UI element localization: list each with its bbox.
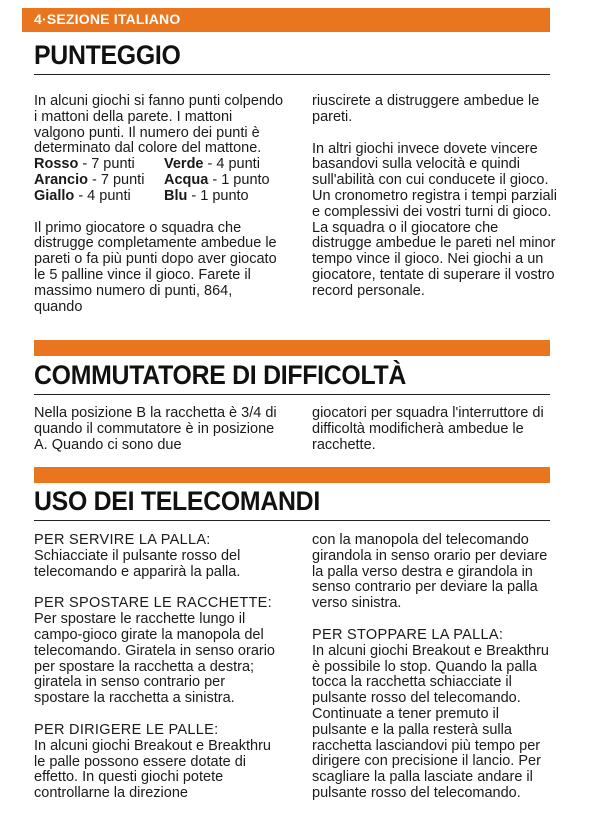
punteggio-right-column (312, 94, 557, 316)
brick-points-item: Acqua - 1 punto (164, 171, 270, 188)
section-header-label: 4·SEZIONE ITALIANO (34, 11, 181, 27)
title-rule (34, 74, 550, 75)
brick-points-item: Verde - 4 punti (164, 156, 260, 173)
commutatore-continuation-text: giocatori per squadra l'interruttore di difficoltà modificherà ambedue le racchette. (312, 405, 544, 453)
commutatore-left-column (34, 406, 284, 453)
punteggio-title: PUNTEGGIO (34, 40, 181, 70)
commutatore-title: COMMUTATORE DI DIFFICOLTÀ (34, 360, 407, 390)
brick-points-item: Giallo - 4 punti (34, 187, 131, 204)
telecomandi-title: USO DEI TELECOMANDI (34, 486, 320, 516)
brick-points-item: Arancio - 7 punti (34, 171, 145, 188)
brick-points-item: Rosso - 7 punti (34, 156, 135, 173)
title-rule (34, 394, 550, 395)
stoppare-heading: PER STOPPARE LA PALLA: (312, 626, 504, 643)
punteggio-speed-text: In altri giochi invece dovete vincere basandovi sulla velocità e quindi sull'abilità con cui conducete il gioco. Un cronometro registra i tempi parziali e complessivi dei vostri turni di gioco. La squadra o il giocatore che distrugge ambedue le pareti nel minor tempo vince il gioco. Nei giochi a un giocatore, tentate di superare il vostro record personale. (312, 140, 557, 299)
punteggio-intro-text: In alcuni giochi si fanno punti colpendo i mattoni della parete. I mattoni valgono punti. Il numero dei punti è determinato dal colore del mattone. (34, 93, 284, 157)
punteggio-win-text: Il primo giocatore o squadra che distrugge completamente ambedue le pareti o fa più punti dopo aver giocato le 5 palline vince il gioco. Farete il massimo numero di punti, 864, quando (34, 219, 277, 315)
dirigere-heading: PER DIRIGERE LE PALLE: (34, 721, 219, 738)
spostare-text: Per spostare le racchette lungo il campo-gioco girate la manopola del telecomando. Giratela in senso orario per spostare la racchetta a destra; giratela in senso contrario per spostare la racchetta a sinistra. (34, 611, 275, 707)
servire-block (34, 533, 284, 580)
telecomandi-right-column (312, 533, 557, 802)
dirigere-continuation-text: con la manopola del telecomando girandola in senso orario per deviare la palla verso destra e girandola in senso contrario per deviare la palla verso sinistra. (312, 532, 548, 612)
brick-points-list (34, 157, 284, 204)
punteggio-left-column (34, 94, 284, 331)
servire-text: Schiacciate il pulsante rosso del telecomando e apparirà la palla. (34, 547, 241, 580)
orange-divider-band (34, 467, 550, 483)
spostare-heading: PER SPOSTARE LE RACCHETTE: (34, 595, 272, 612)
title-rule (34, 520, 550, 521)
commutatore-text: Nella posizione B la racchetta è 3/4 di quando il commutatore è in posizione A. Quando ci sono due (34, 405, 277, 453)
telecomandi-left-column (34, 533, 284, 802)
punteggio-continuation-text: riuscirete a distruggere ambedue le pareti. (312, 93, 540, 125)
orange-divider-band (34, 340, 550, 356)
servire-heading: PER SERVIRE LA PALLA: (34, 532, 211, 548)
stoppare-text: In alcuni giochi Breakout e Breakthru è possibile lo stop. Quando la palla tocca la racchetta schiacciate il pulsante rosso del telecomando. Continuate a tener premuto il pulsante e la palla resterà sulla racchetta lasciandovi più tempo per dirigere con precisione il lancio. Per scagliare la palla lasciate andare il pulsante rosso del telecomando. (312, 642, 549, 801)
stoppare-block (312, 628, 557, 802)
dirigere-text: In alcuni giochi Breakout e Breakthru le palle possono essere dotate di effetto. In questi giochi potete controllarne la direzione (34, 737, 271, 802)
spostare-block (34, 596, 284, 707)
commutatore-right-column (312, 406, 557, 453)
dirigere-block (34, 723, 284, 802)
brick-points-item: Blu - 1 punto (164, 187, 249, 204)
